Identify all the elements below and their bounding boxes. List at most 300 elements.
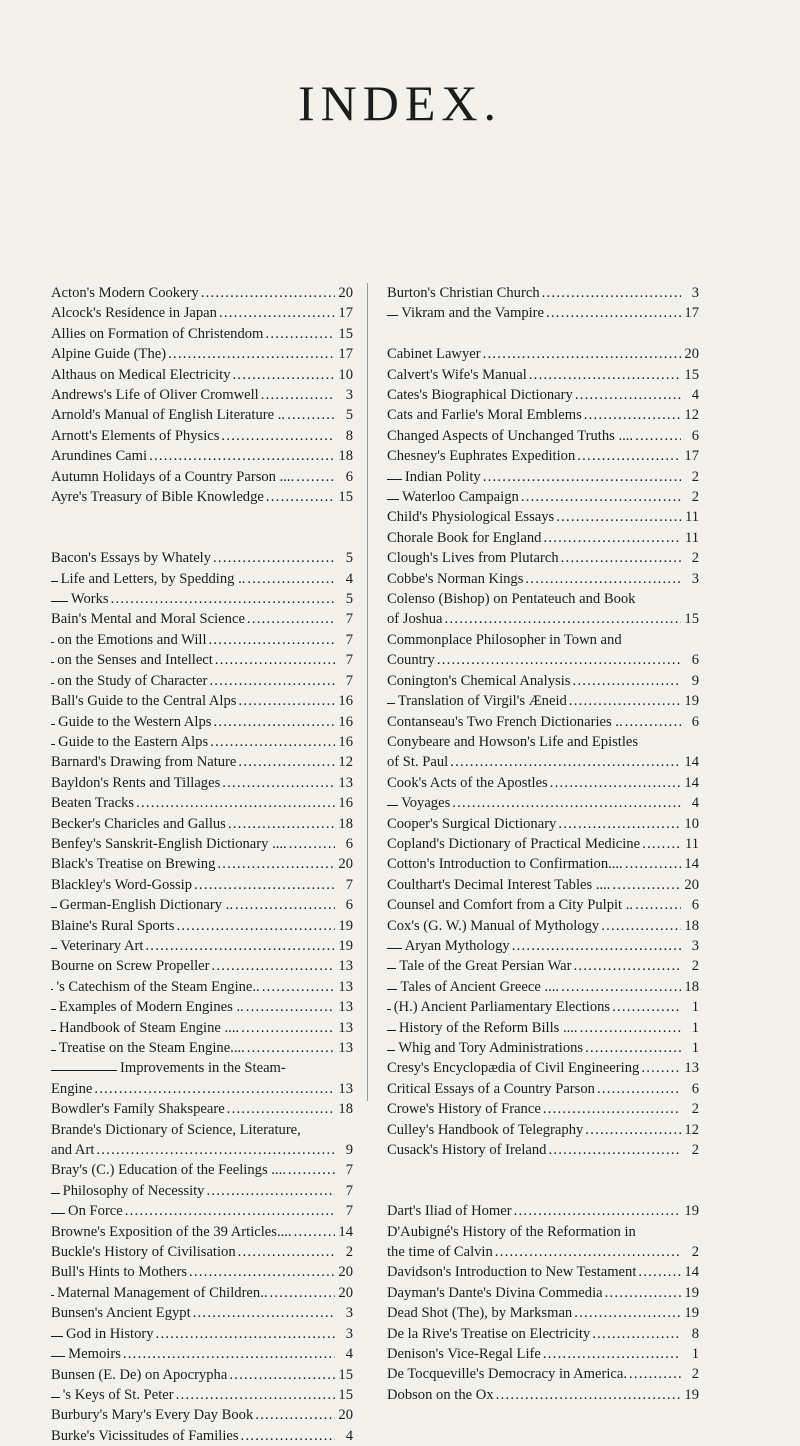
index-entry [51,671,353,691]
index-entry [387,1018,699,1038]
index-column-left [51,283,353,1446]
entry-title: Cobbe's Norman Kings [387,570,524,587]
leader-dots [592,1324,681,1344]
leader-dots [255,1405,335,1425]
page-number: 6 [691,427,699,444]
leader-dots [612,875,681,895]
entry-title: the time of Calvin [387,1244,493,1261]
index-entry [387,609,699,629]
leader-dots [201,283,335,303]
leader-dots [495,1242,681,1262]
entry-title: Barnard's Drawing from Nature [51,754,237,771]
page-number: 19 [338,937,353,954]
leader-dots [641,1058,681,1078]
index-entry [51,365,353,385]
page-number: 13 [338,1040,353,1056]
leader-dots [580,1018,681,1038]
page-number: 2 [345,1244,353,1261]
entry-title: Handbook of Steam Engine .... [59,1019,240,1036]
leader-dots [217,854,335,874]
index-entry [387,385,699,405]
page-number: 14 [684,754,699,771]
ditto-rule [387,315,398,316]
ditto-rule [387,499,399,500]
index-entry [51,569,353,589]
page-number: 19 [684,1386,699,1403]
entry-title: De la Rive's Treatise on Electricity [387,1325,591,1342]
index-entry [51,467,353,487]
leader-dots [136,793,335,813]
page-number: 11 [684,509,699,526]
page-number: 19 [684,1203,699,1220]
leader-dots [227,1099,335,1119]
entry-title: Cates's Biographical Dictionary [387,387,573,404]
index-entry [387,650,699,670]
page-number: 2 [691,958,699,975]
entry-title: Veterinary Art [60,937,144,954]
entry-title: God in History [65,1325,154,1342]
ditto-rule [387,948,402,949]
page-number: 18 [338,448,353,465]
leader-dots [270,1283,336,1303]
index-entry [387,1201,699,1221]
page-number: 11 [684,835,699,852]
leader-dots [437,650,681,670]
leader-dots [219,303,335,323]
entry-title: Coulthart's Decimal Interest Tables .... [387,876,611,893]
entry-title: Burton's Christian Church [387,285,540,301]
index-entry [51,712,353,732]
page-number: 3 [691,570,699,587]
page-number: 6 [345,468,353,485]
ditto-rule [51,1050,56,1051]
entry-title: Engine [51,1080,93,1097]
ditto-rule [51,581,58,582]
page-number: 6 [691,1080,699,1097]
index-entry [51,1222,353,1242]
index-entry [51,1283,353,1303]
index-entry [51,650,353,670]
index-entry [387,1283,699,1303]
index-entry [51,303,353,323]
entry-title: Treatise on the Steam Engine.... [58,1040,245,1056]
leader-dots [247,609,335,629]
leader-dots [233,365,335,385]
leader-dots [215,650,335,670]
index-spacer [51,528,353,548]
entry-title: Vikram and the Vampire [401,305,545,322]
entry-title: Bain's Mental and Moral Science [51,611,245,628]
entry-title: On Force [68,1203,123,1220]
index-entry [387,834,699,854]
leader-dots [94,1079,335,1099]
entry-title: Culley's Handbook of Telegraphy [387,1121,584,1138]
ditto-rule [51,724,55,725]
ditto-rule [51,1193,60,1194]
index-entry [387,507,699,527]
leader-dots [221,426,335,446]
page-number: 17 [338,305,353,322]
ditto-rule [51,948,57,949]
page-number: 2 [691,1366,699,1383]
index-entry [51,732,353,752]
leader-dots [287,405,335,425]
ditto-rule [387,989,397,990]
entry-title: Philosophy of Necessity [62,1182,205,1199]
entry-title: and Art [51,1142,95,1159]
ditto-rule [51,907,57,908]
leader-dots [176,1385,335,1405]
page-number: 6 [345,835,353,852]
index-spacer [51,507,353,527]
ditto-rule [387,805,398,806]
index-entry [51,1365,353,1385]
index-entry [387,1324,699,1344]
ditto-rule [51,1397,60,1398]
leader-dots [521,487,681,507]
index-entry [387,671,699,691]
index-entry [51,1079,353,1099]
entry-title: Autumn Holidays of a Country Parson .... [51,468,295,485]
leader-dots [241,1426,335,1446]
entry-title: Black's Treatise on Brewing [51,856,216,873]
leader-dots [556,507,681,527]
ditto-rule [387,1050,395,1051]
entry-title: Chorale Book for England [387,529,542,546]
index-entry [51,895,353,915]
index-entry [51,793,353,813]
index-entry [387,487,699,507]
ditto-rule [51,1030,56,1031]
page-number: 16 [338,693,353,710]
index-entry [51,1385,353,1405]
ditto-rule [387,703,395,704]
index-entry [51,997,353,1017]
index-entry [387,854,699,874]
leader-dots [211,956,335,976]
entry-title: Becker's Charicles and Gallus [51,815,226,832]
ditto-rule [51,1009,56,1010]
index-entry [387,1262,699,1282]
leader-dots [612,997,681,1017]
index-entry [387,426,699,446]
leader-dots [246,997,335,1017]
index-entry [387,365,699,385]
leader-dots [529,365,681,385]
index-entry [51,1058,353,1078]
page-number: 19 [338,917,353,934]
page-number: 4 [691,387,699,404]
index-entry [51,773,353,793]
page-number: 7 [345,611,353,628]
leader-dots [445,609,681,629]
entry-title: Calvert's Wife's Manual [387,366,527,383]
index-entry [51,752,353,772]
index-entry [51,854,353,874]
leader-dots [229,1365,335,1385]
entry-title: Dart's Iliad of Homer [387,1203,512,1220]
entry-title: Conybeare and Howson's Life and Epistles [387,733,639,750]
index-spacer [387,1160,699,1180]
entry-title: Aryan Mythology [404,937,510,954]
leader-dots [168,344,335,364]
index-entry [387,1303,699,1323]
entry-title: Alcock's Residence in Japan [51,305,217,322]
page-number: 15 [338,489,353,506]
index-entry [387,569,699,589]
page-number: 5 [345,550,353,567]
entry-title: Beaten Tracks [51,795,135,812]
index-entry [51,609,353,629]
page-number: 20 [684,876,699,893]
page-number: 16 [338,713,353,730]
entry-title: Bacon's Essays by Whately [51,550,212,567]
index-entry [51,1018,353,1038]
entry-title: Buckle's History of Civilisation [51,1244,236,1261]
ditto-rule [51,1336,63,1337]
entry-title: (H.) Ancient Parliamentary Elections [393,999,611,1016]
index-entry [51,936,353,956]
entry-title: Cook's Acts of the Apostles [387,774,548,791]
leader-dots [262,977,335,997]
ditto-rule [387,1009,391,1010]
index-entry [387,895,699,915]
page-number: 2 [691,489,699,506]
ditto-rule [51,989,53,990]
leader-dots [288,1160,335,1180]
page-number: 19 [684,1305,699,1322]
entry-title: Alpine Guide (The) [51,346,167,363]
index-entry [387,875,699,895]
index-entry [387,1120,699,1140]
index-entry [51,1140,353,1160]
index-entry [387,1079,699,1099]
page-number: 2 [691,1142,699,1159]
ditto-rule [51,1295,54,1296]
index-entry [51,426,353,446]
index-entry [387,1364,699,1384]
entry-title: Works [70,591,109,608]
ditto-rule [51,1070,117,1071]
page-number: 18 [684,917,699,934]
entry-title: Burbury's Mary's Every Day Book [51,1407,254,1424]
page-number: 10 [338,366,353,383]
page-number: 18 [338,1101,353,1118]
page-number: 20 [338,285,353,301]
page-number: 9 [691,672,699,689]
leader-dots [209,671,335,691]
entry-title: Contanseau's Two French Dictionaries .. [387,713,623,730]
index-entry [387,344,699,364]
page-number: 1 [691,1040,699,1057]
index-entry [387,1099,699,1119]
entry-title: Clough's Lives from Plutarch [387,550,559,567]
page-number: 15 [684,366,699,383]
entry-title: Benfey's Sanskrit-English Dictionary .... [51,835,287,852]
entry-title: Tale of the Great Persian War [399,958,572,975]
index-entry [387,589,699,609]
leader-dots [585,1038,681,1058]
page-number: 13 [338,774,353,791]
leader-dots [629,1364,681,1384]
leader-dots [550,773,681,793]
ditto-rule [51,1356,65,1357]
page-number: 12 [338,754,353,771]
ditto-rule [51,683,54,684]
entry-title: Colenso (Bishop) on Pentateuch and Book [387,591,636,608]
leader-dots [189,1262,335,1282]
page-number: 3 [691,937,699,954]
index-entry [387,732,699,752]
entry-title: on the Emotions and Will [57,631,207,648]
entry-title: Translation of Virgil's Æneid [397,693,567,710]
leader-dots [572,671,681,691]
index-entry [51,814,353,834]
entry-title: Cabinet Lawyer [387,346,481,363]
leader-dots [543,1099,681,1119]
leader-dots [574,956,681,976]
leader-dots [584,405,681,425]
page-number: 2 [691,550,699,567]
leader-dots [145,936,335,956]
entry-title: Ball's Guide to the Central Alps [51,693,237,710]
page-number: 7 [345,652,353,669]
page-number: 20 [684,346,699,363]
page-number: 7 [345,876,353,893]
page-number: 19 [684,1284,699,1301]
leader-dots [558,814,681,834]
entry-title: Waterloo Campaign [402,489,519,506]
leader-dots [625,854,681,874]
entry-title: 's Catechism of the Steam Engine.. [56,978,260,995]
page-number: 12 [684,407,699,424]
page-number: 20 [338,1407,353,1424]
ditto-rule [387,479,402,480]
leader-dots [635,426,681,446]
page-number: 8 [345,427,353,444]
entry-title: D'Aubigné's History of the Reformation in [387,1223,636,1240]
leader-dots [514,1201,681,1221]
index-column-right [387,283,699,1405]
leader-dots [213,548,335,568]
leader-dots [238,1242,335,1262]
index-entry [51,1324,353,1344]
leader-dots [156,1324,335,1344]
entry-title: Counsel and Comfort from a City Pulpit .. [387,897,634,914]
page-number: 14 [338,1223,353,1240]
entry-title: Browne's Exposition of the 39 Articles.... [51,1223,292,1240]
index-entry [387,712,699,732]
page-number: 3 [345,1325,353,1342]
page-number: 20 [338,1284,353,1301]
index-entry [51,589,353,609]
entry-title: Burke's Vicissitudes of Families [51,1427,239,1444]
entry-title: Maternal Management of Children.. [57,1284,268,1301]
entry-title: Commonplace Philosopher in Town and [387,631,622,648]
page-number: 13 [338,1019,353,1036]
entry-title: Voyages [401,795,451,812]
page-number: 8 [691,1325,699,1342]
index-entry [387,1242,699,1262]
entry-title: Bray's (C.) Education of the Feelings .... [51,1162,286,1179]
page-number: 13 [338,999,353,1016]
leader-dots [210,732,335,752]
entry-title: Althaus on Medical Electricity [51,366,231,383]
index-entry [51,630,353,650]
entry-title: Cusack's History of Ireland [387,1142,547,1159]
page-number: 7 [345,1203,353,1220]
index-entry [387,1038,699,1058]
index-entry [387,814,699,834]
leader-dots [452,793,681,813]
index-entry [51,405,353,425]
leader-dots [125,1201,335,1221]
leader-dots [574,1303,681,1323]
index-entry [51,1038,353,1058]
page-number: 19 [684,693,699,710]
entry-title: Arnott's Elements of Physics [51,427,220,444]
page-number: 15 [684,611,699,628]
entry-title: Bull's Hints to Mothers [51,1264,188,1281]
page-number: 3 [691,285,699,301]
entry-title: Davidson's Introduction to New Testament [387,1264,637,1281]
leader-dots [561,548,681,568]
entry-title: Country [387,652,435,669]
index-entry [51,1099,353,1119]
leader-dots [123,1344,335,1364]
leader-dots [235,895,335,915]
page-number: 4 [345,1346,353,1363]
entry-title: Allies on Formation of Christendom [51,325,264,342]
entry-title: Copland's Dictionary of Practical Medicine [387,835,641,852]
ditto-rule [387,968,396,969]
index-entry [387,1344,699,1364]
entry-title: Indian Polity [404,468,481,485]
leader-dots [222,773,335,793]
entry-title: Guide to the Eastern Alps [58,733,209,750]
leader-dots [206,1181,335,1201]
leader-dots [289,834,335,854]
leader-dots [601,916,681,936]
page-number: 6 [691,652,699,669]
leader-dots [605,1283,681,1303]
page-number: 1 [691,999,699,1016]
ditto-rule [387,1030,396,1031]
entry-title: Changed Aspects of Unchanged Truths .... [387,427,634,444]
page-number: 2 [691,468,699,485]
entry-title: German-English Dictionary .. [59,897,233,914]
index-entry [51,1344,353,1364]
page-number: 15 [338,1386,353,1403]
index-entry [387,1385,699,1405]
page-number: 18 [684,978,699,995]
ditto-rule [51,662,54,663]
leader-dots [543,528,681,548]
index-entry [51,1405,353,1425]
page-number: 6 [345,897,353,914]
index-entry [387,548,699,568]
page-title: INDEX. [297,75,503,131]
index-entry [387,303,699,323]
leader-dots [247,569,335,589]
entry-title: Tales of Ancient Greece .... [400,978,560,995]
column-divider [367,283,368,1101]
entry-title: Dobson on the Ox [387,1386,494,1403]
page-number: 7 [345,1162,353,1179]
entry-title: Chesney's Euphrates Expedition [387,448,576,465]
page-number: 2 [691,1244,699,1261]
entry-title: of Joshua [387,611,443,628]
